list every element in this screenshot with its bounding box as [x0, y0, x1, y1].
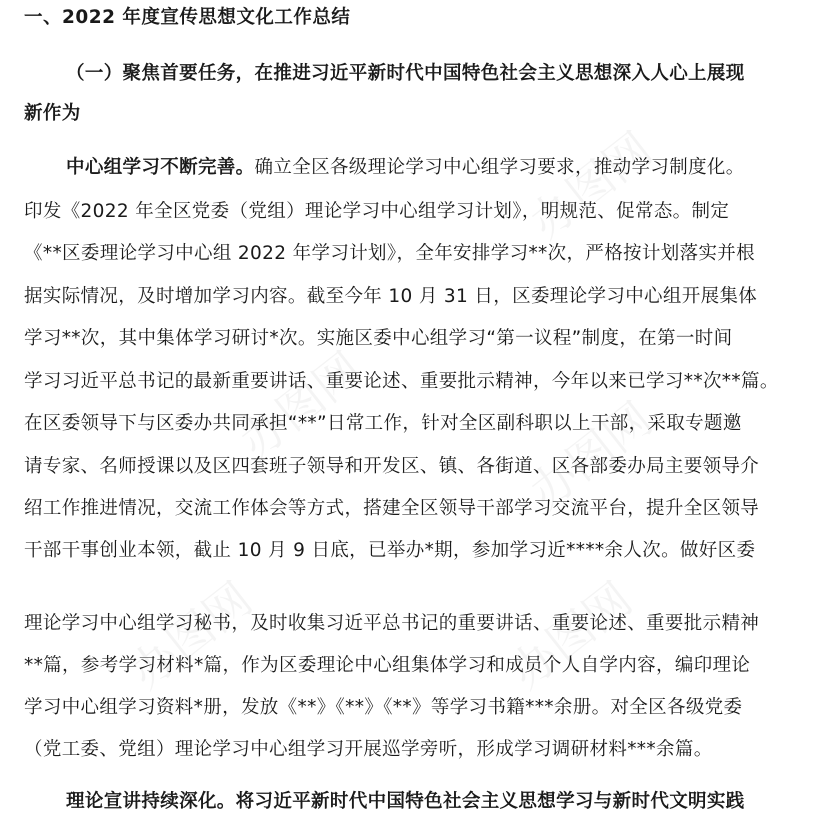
paragraph-2-line: 理论学习中心组学习秘书，及时收集习近平总书记的重要讲话、重要论述、重要批示精神	[24, 613, 760, 634]
paragraph-1-line: 《**区委理论学习中心组 2022 年学习计划》，全年安排学习**次，严格按计划落实并根	[24, 243, 755, 264]
paragraph-1-line: 绍工作推进情况，交流工作体会等方式，搭建全区领导干部学习交流平台，提升全区领导	[24, 498, 760, 519]
paragraph-1-lead: 中心组学习不断完善。	[66, 157, 255, 178]
paragraph-1-line: 学习**次，其中集体学习研讨*次。实施区委中心组学习“第一议程”制度，在第一时间	[24, 328, 733, 349]
paragraph-1-line: 在区委领导下与区委办共同承担“**”日常工作，针对全区副科职以上干部，采取专题邀	[24, 413, 742, 434]
paragraph-1-line: 请专家、名师授课以及区四套班子领导和开发区、镇、各街道、区各部委办局主要领导介	[24, 456, 760, 477]
subsection-heading-line-2: 新作为	[24, 103, 81, 124]
paragraph-1-line: 据实际情况，及时增加学习内容。截至今年 10 月 31 日，区委理论学习中心组开展集体	[24, 286, 758, 307]
section-heading: 一、2022 年度宣传思想文化工作总结	[24, 7, 351, 28]
paragraph-1-first-line-text: 确立全区各级理论学习中心组学习要求，推动学习制度化。	[254, 157, 745, 178]
subsection-heading-line-1: （一）聚焦首要任务，在推进习近平新时代中国特色社会主义思想深入人心上展现	[66, 63, 745, 84]
watermark	[514, 115, 663, 252]
watermark	[224, 335, 373, 472]
paragraph-1-line: 干部干事创业本领，截止 10 月 9 日底，已举办*期，参加学习近****余人次。做好区委	[24, 540, 756, 561]
paragraph-2-line: **篇，参考学习材料*篇，作为区委理论中心组集体学习和成员个人自学内容，编印理论	[24, 655, 751, 676]
paragraph-1-line: 印发《2022 年全区党委（党组）理论学习中心组学习计划》，明规范、促常态。制定	[24, 201, 730, 222]
paragraph-3-partial-line: 理论宣讲持续深化。将习近平新时代中国特色社会主义思想学习与新时代文明实践	[66, 791, 745, 812]
paragraph-1-line: 学习习近平总书记的最新重要讲话、重要论述、重要批示精神，今年以来已学习**次**篇。	[24, 371, 779, 392]
paragraph-1-first-line	[66, 154, 818, 182]
paragraph-2-line: 学习中心组学习资料*册，发放《**》《**》《**》等学习书籍***余册。对全区各级党委	[24, 697, 743, 718]
paragraph-2-line: （党工委、党组）理论学习中心组学习开展巡学旁听，形成学习调研材料***余篇。	[24, 739, 713, 760]
